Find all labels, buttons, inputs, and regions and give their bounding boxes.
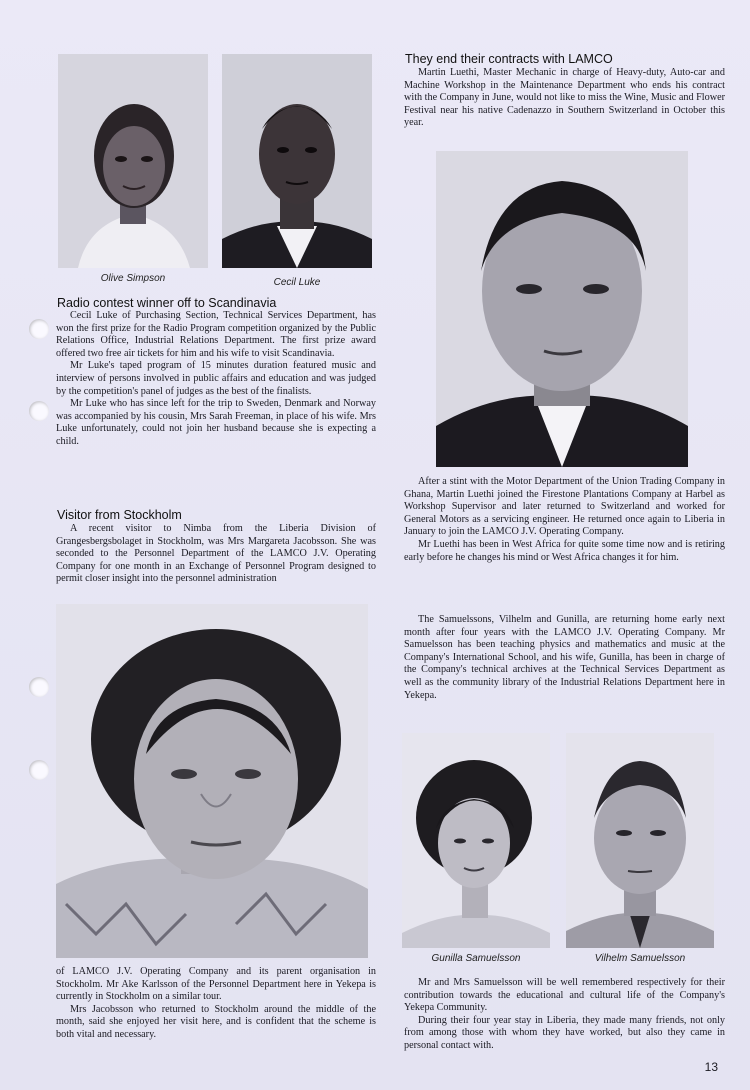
binder-hole bbox=[29, 677, 49, 697]
article-body-samuelsson bbox=[404, 614, 725, 702]
paragraph: The Samuelssons, Vilhelm and Gunilla, are returning home early next month after four years with the LAMCO J.V. Operating Company. Mr Samuelsson has been teaching physics and mathematics and music at the Company's International School, and his wife, Gunilla, has been in charge of the Company's technical archives at the Technical Services Department as well as the community library of the Industrial Relations Department here in Yekepa. bbox=[404, 614, 725, 701]
paragraph: Mr Luke's taped program of 15 minutes duration featured music and interview of persons involved in public affairs and education and was judged by the competition's panel of judges as the best of the finalists. bbox=[56, 360, 376, 397]
paragraph: After a stint with the Motor Department of the Union Trading Company in Ghana, Martin Luethi joined the Firestone Plantations Company at Harbel as Workshop Supervisor and later returned to Switzerland and worked for General Motors as a servicing engineer. He returned once again to Liberia in January to join the LAMCO J.V. Operating Company. bbox=[404, 476, 725, 538]
caption-cecil-luke: Cecil Luke bbox=[273, 277, 321, 288]
photo-olive-simpson bbox=[58, 54, 208, 268]
paragraph: Mr and Mrs Samuelsson will be well remembered respectively for their contribution towards the educational and cultural life of the Company's Yekepa Community. bbox=[404, 977, 725, 1014]
caption-olive-simpson: Olive Simpson bbox=[100, 273, 166, 284]
photo-margareta-jacobsson bbox=[56, 604, 368, 958]
binder-hole bbox=[29, 401, 49, 421]
paragraph: Mr Luethi has been in West Africa for quite some time now and is retiring early before he changes his mind or West Africa changes it for him. bbox=[404, 538, 725, 563]
article-body-visitor bbox=[56, 523, 376, 586]
paragraph: During their four year stay in Liberia, they made many friends, not only from among those with whom they have worked, but also they came in personal contact with. bbox=[404, 1014, 725, 1051]
article-heading-contracts: They end their contracts with LAMCO bbox=[405, 52, 613, 66]
photo-vilhelm-samuelsson bbox=[566, 733, 714, 948]
photo-cecil-luke bbox=[222, 54, 372, 268]
article-body-radio bbox=[56, 310, 376, 449]
article-body-samuelsson-closing bbox=[404, 977, 725, 1053]
paragraph: Cecil Luke of Purchasing Section, Technical Services Department, has won the first prize for the Radio Program competition organized by the Public Relations Office, Industrial Relations Department. The first prize award offered two free air tickets for him and his wife to visit Scandinavia. bbox=[56, 310, 376, 359]
paragraph: Martin Luethi, Master Mechanic in charge of Heavy-duty, Auto-car and Machine Workshop in the Maintenance Department who ends his contract with the Company in June, would not like to miss the Wine, Music and Flower Festival near his native Cadenazzo in Southern Switzerland in October this year. bbox=[404, 67, 725, 129]
article-body-luethi bbox=[404, 476, 725, 564]
paragraph: A recent visitor to Nimba from the Liberia Division of Grangesbergsbolaget in Stockholm, was Mrs Margareta Jacobsson. She was seconded to the Personnel Department of the LAMCO J.V. Operating Company for one month in an Exchange of Personnel Program designed to permit closer insight into the personnel administration bbox=[56, 523, 376, 585]
caption-vilhelm-samuelsson: Vilhelm Samuelsson bbox=[594, 953, 686, 964]
paragraph: Mr Luke who has since left for the trip to Sweden, Denmark and Norway was accompanied by his cousin, Mrs Sarah Freeman, in place of his wife. Mrs Luke unfortunately, could not join her husband because she is expecting a child. bbox=[56, 398, 376, 447]
caption-gunilla-samuelsson: Gunilla Samuelsson bbox=[431, 953, 521, 964]
page-number: 13 bbox=[704, 1060, 718, 1074]
photo-martin-luethi bbox=[436, 151, 688, 467]
article-heading-radio: Radio contest winner off to Scandinavia bbox=[57, 296, 277, 310]
binder-hole bbox=[29, 319, 49, 339]
article-heading-visitor: Visitor from Stockholm bbox=[57, 508, 182, 522]
photo-gunilla-samuelsson bbox=[402, 733, 550, 948]
article-body-luethi-intro bbox=[404, 67, 725, 130]
paragraph: Mrs Jacobsson who returned to Stockholm around the middle of the month, said she enjoyed her visit here, and is confident that the scheme is both vital and necessary. bbox=[56, 1003, 376, 1040]
article-body-visitor-continued bbox=[56, 966, 376, 1042]
paragraph: of LAMCO J.V. Operating Company and its parent organisation in Stockholm. Mr Ake Karlsson of the Personnel Department here in Yekepa is currently in Stockholm on a similar tour. bbox=[56, 966, 376, 1003]
binder-hole bbox=[29, 760, 49, 780]
